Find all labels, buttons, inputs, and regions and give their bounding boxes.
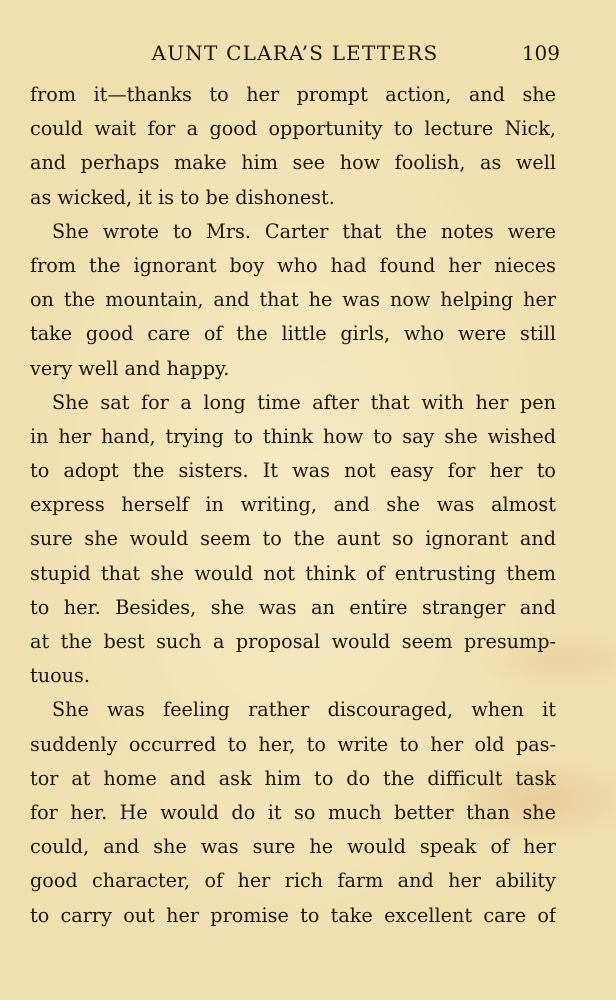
text-line: She wrote to Mrs. Carter that the notes were — [52, 219, 556, 243]
text-line: take good care of the little girls, who were still — [30, 322, 556, 346]
text-line: could wait for a good opportunity to lecture Nick, — [30, 117, 556, 141]
text-line: to carry out her promise to take excellent care of — [30, 903, 556, 927]
text-line: to her. Besides, she was an entire stranger and — [30, 595, 556, 619]
text-line: for her. He would do it so much better than she — [30, 800, 556, 824]
text-line: She was feeling rather discouraged, when it — [52, 698, 556, 722]
text-line: tor at home and ask him to do the difficult task — [30, 766, 556, 790]
text-line: to adopt the sisters. It was not easy for her to — [30, 459, 556, 483]
text-line: stupid that she would not think of entrusting them — [30, 561, 556, 585]
text-line: She sat for a long time after that with her pen — [52, 390, 556, 414]
text-line: sure she would seem to the aunt so ignorant and — [30, 527, 556, 551]
text-line: very well and happy. — [30, 356, 230, 380]
body-text — [30, 78, 556, 933]
text-line: on the mountain, and that he was now helping her — [30, 288, 556, 312]
text-line: as wicked, it is to be dishonest. — [30, 185, 335, 209]
paragraph — [30, 693, 556, 932]
paragraph — [30, 78, 556, 215]
text-line: good character, of her rich farm and her ability — [30, 869, 556, 893]
text-line: suddenly occurred to her, to write to her old pas- — [30, 732, 556, 756]
text-line: tuous. — [30, 664, 90, 688]
page-number: 109 — [521, 41, 560, 65]
text-line: could, and she was sure he would speak of her — [30, 835, 556, 859]
running-title: AUNT CLARA’S LETTERS — [151, 41, 439, 65]
paragraph — [30, 215, 556, 386]
text-line: from it—thanks to her prompt action, and she — [30, 83, 556, 106]
text-line: express herself in writing, and she was almost — [30, 493, 556, 517]
text-line: and perhaps make him see how foolish, as well — [30, 151, 556, 175]
paragraph — [30, 386, 556, 694]
text-line: from the ignorant boy who had found her nieces — [30, 253, 556, 277]
running-header — [30, 38, 560, 68]
text-line: in her hand, trying to think how to say she wished — [30, 424, 556, 448]
text-line: at the best such a proposal would seem presump- — [30, 630, 556, 653]
